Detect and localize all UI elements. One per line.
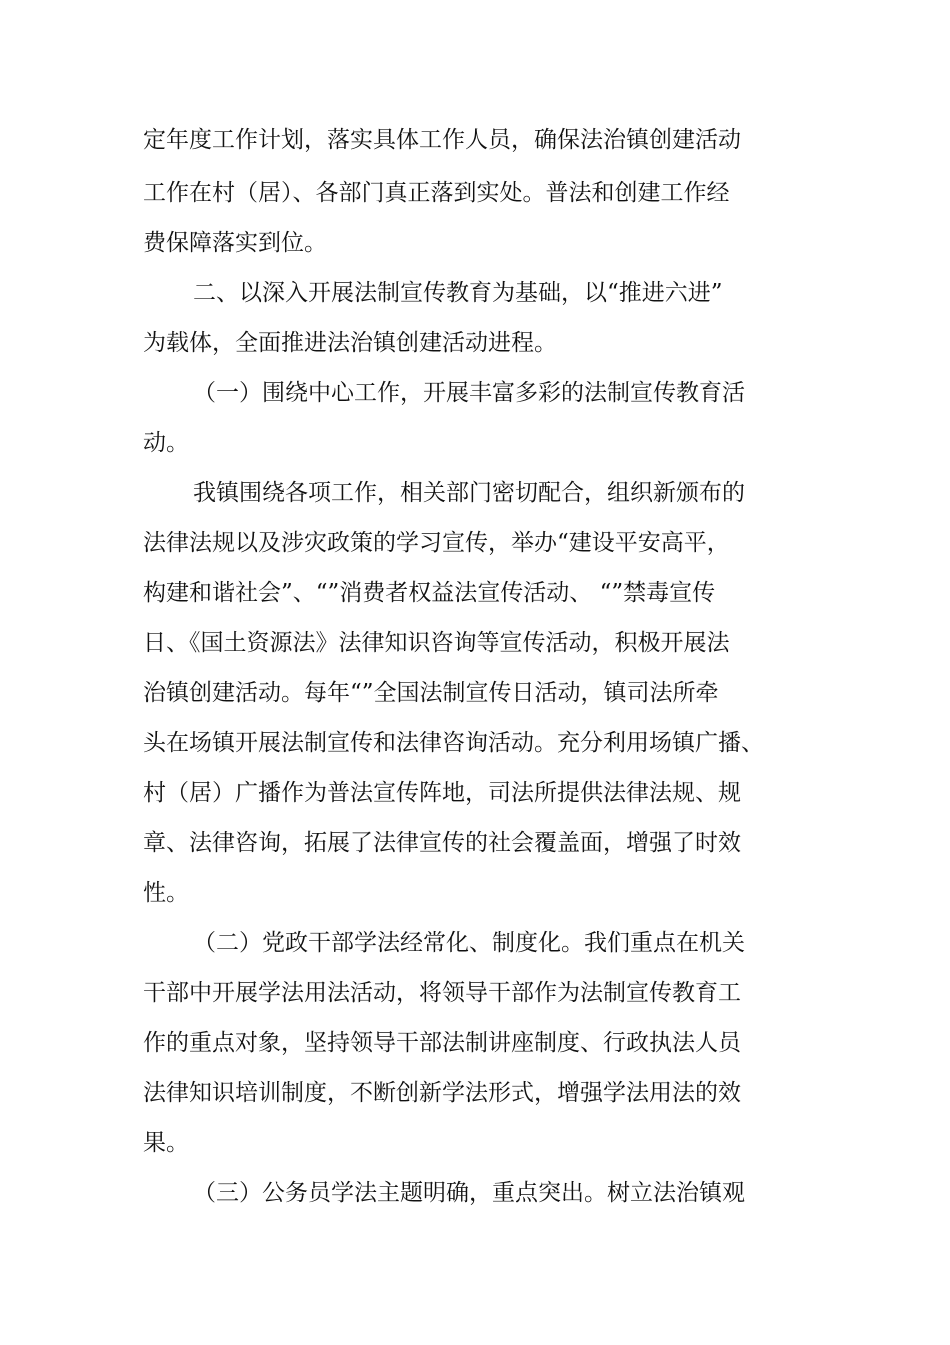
text-line: 工作在村（居）、各部门真正落到实处。普法和创建工作经 (143, 180, 730, 206)
heading-line: 二、以深入开展法制宣传教育为基础，以“推进六进” (193, 280, 723, 306)
text-line: 性。 (143, 880, 189, 906)
subheading-line: （一）围绕中心工作，开展丰富多彩的法制宣传教育活 (193, 380, 745, 406)
text-line: 法律知识培训制度，不断创新学法形式，增强学法用法的效 (143, 1080, 741, 1106)
text-line: 定年度工作计划，落实具体工作人员，确保法治镇创建活动 (143, 127, 741, 153)
text-line: 费保障落实到位。 (143, 230, 327, 256)
subheading-line: 动。 (143, 430, 189, 456)
text-line: 章、法律咨询，拓展了法律宣传的社会覆盖面，增强了时效 (143, 830, 741, 856)
text-line: 我镇围绕各项工作，相关部门密切配合，组织新颁布的 (193, 480, 745, 506)
text-line: 治镇创建活动。每年“”全国法制宣传日活动，镇司法所牵 (143, 680, 719, 706)
text-line: （二）党政干部学法经常化、制度化。我们重点在机关 (193, 930, 745, 956)
heading-line: 为载体，全面推进法治镇创建活动进程。 (143, 330, 557, 356)
text-line: 干部中开展学法用法活动，将领导干部作为法制宣传教育工 (143, 980, 741, 1006)
text-line: 作的重点对象，坚持领导干部法制讲座制度、行政执法人员 (143, 1030, 741, 1056)
text-line: （三）公务员学法主题明确，重点突出。树立法治镇观 (193, 1180, 745, 1206)
text-line: 果。 (143, 1130, 189, 1156)
text-line: 村（居）广播作为普法宣传阵地，司法所提供法律法规、规 (143, 780, 741, 806)
text-line: 日、《国土资源法》法律知识咨询等宣传活动，积极开展法 (143, 630, 730, 656)
text-line: 头在场镇开展法制宣传和法律咨询活动。充分利用场镇广播、 (143, 730, 764, 756)
text-line: 构建和谐社会”、“”消费者权益法宣传活动、 “”禁毒宣传 (143, 580, 716, 606)
text-line: 法律法规以及涉灾政策的学习宣传，举办“建设平安高平， (143, 530, 730, 556)
